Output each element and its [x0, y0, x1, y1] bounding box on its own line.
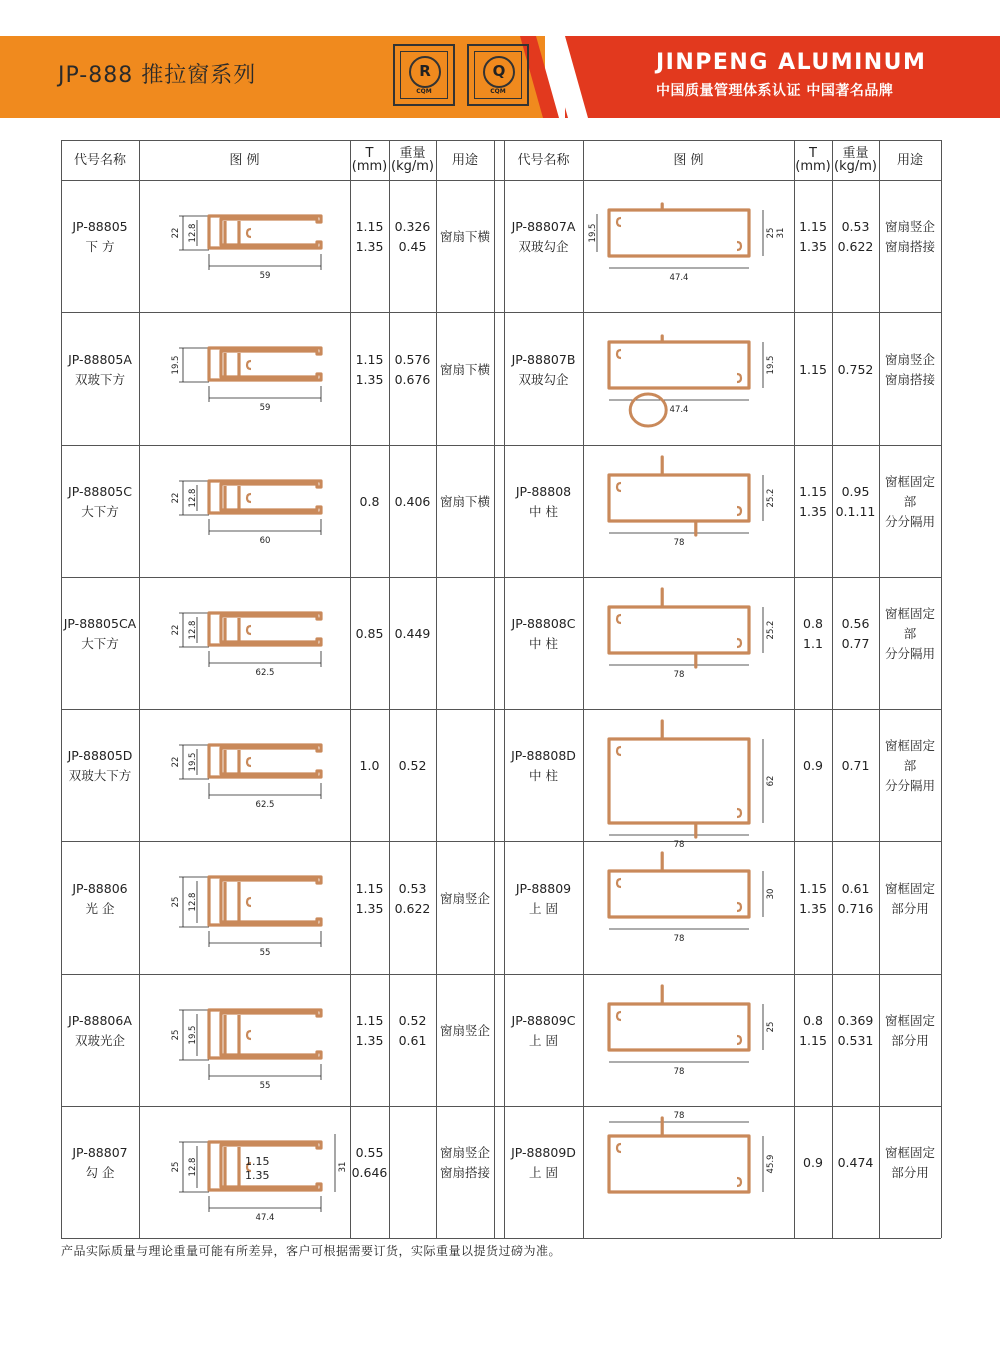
dimension-label: 30: [766, 888, 776, 900]
weight-value: 0.449: [394, 626, 431, 641]
profile-hook: [617, 1012, 621, 1020]
dimension-label: 62.5: [255, 800, 275, 810]
profile-shape: [209, 1010, 321, 1058]
dimension-label: 25.2: [766, 488, 776, 508]
dimension-label: 12.8: [188, 1157, 198, 1177]
dimension-lines: [179, 613, 321, 667]
dimension-label: 22: [171, 492, 181, 504]
dimension-label: 62: [766, 775, 776, 787]
column-header-figure: 图 例: [229, 152, 260, 168]
weight-value: 0.53 0.622: [837, 219, 874, 254]
weight-value: 0.53 0.622: [394, 880, 431, 916]
profile-code: JP-88805CA 大下方: [63, 616, 137, 651]
dimension-label: 12.8: [188, 892, 198, 912]
cert-badge-r: [393, 44, 455, 106]
dimension-label: 25: [766, 1021, 776, 1033]
profile-code: JP-88807B 双玻勾企: [511, 351, 576, 387]
profile-shape: [609, 853, 749, 917]
profile-hook: [737, 507, 741, 515]
dimension-label: 12.8: [188, 223, 198, 243]
table-column-divider: [494, 140, 495, 1238]
profile-shape: [609, 336, 749, 388]
profile-code: JP-88807 勾 企: [72, 1145, 128, 1180]
profile-drawing: [139, 974, 350, 1106]
dimension-label: 12.8: [188, 488, 198, 508]
weight-value: 0.71: [841, 758, 870, 773]
weight-value: 0.52 0.61: [398, 1013, 427, 1048]
profile-hook: [617, 747, 621, 755]
usage-value: 窗扇下横: [439, 494, 490, 509]
profile-drawing: [139, 841, 350, 974]
dimension-lines: [179, 481, 321, 535]
profile-drawing: [583, 1106, 794, 1238]
profile-code: JP-88809 上 固: [515, 880, 572, 916]
profile-hook: [737, 1036, 741, 1044]
profile-code: JP-88808 中 柱: [515, 484, 572, 519]
usage-value: 窗框固定部 分分隔用: [884, 606, 935, 661]
profile-drawing: [583, 709, 794, 850]
dimension-label: 55: [259, 948, 271, 958]
dimension-label: 45.9: [766, 1154, 776, 1174]
usage-value: 窗框固定 部分用: [884, 1013, 935, 1048]
dimension-lines: [609, 739, 763, 835]
thickness-value: 1.15 1.35: [355, 1013, 384, 1048]
dimension-lines: [179, 348, 321, 402]
column-header-figure: 图 例: [673, 152, 704, 168]
profile-code: JP-88805C 大下方: [68, 484, 132, 519]
brand-name-en: JINPENG ALUMINUM: [656, 50, 927, 75]
dimension-label: 78: [673, 934, 685, 944]
dimension-label: 78: [673, 538, 685, 548]
profile-shape: [609, 986, 749, 1050]
thickness-value: 0.8 1.1: [803, 616, 823, 651]
dimension-label: 19.5: [766, 355, 776, 375]
profile-hook: [617, 615, 621, 623]
column-header-t: T (mm): [795, 146, 831, 174]
dimension-label: 55: [259, 1081, 271, 1091]
thickness-value: 1.15 1.35: [799, 484, 827, 519]
profile-shape: [609, 457, 749, 535]
column-header-t: T (mm): [351, 146, 388, 174]
dimension-lines: [179, 877, 321, 947]
thickness-value: 0.85: [355, 626, 384, 641]
weight-value: 0.326 0.45: [394, 219, 431, 254]
cert-badge-q-label: CQM: [490, 88, 506, 95]
profile-shape: [209, 877, 321, 925]
profile-drawing: [139, 445, 350, 577]
profile-code: JP-88806 光 企: [72, 880, 128, 916]
dimension-label: 22: [171, 624, 181, 636]
profile-shape: [209, 613, 321, 645]
profile-hook: [247, 898, 251, 906]
dimension-label: 22: [171, 756, 181, 768]
dimension-label: 59: [259, 403, 271, 413]
profile-drawing: [583, 577, 794, 709]
dimension-lines: [179, 745, 321, 799]
footer-note: 产品实际质量与理论重量可能有所差异，客户可根据需要订货，实际重量以提货过磅为准。: [61, 1244, 562, 1258]
thickness-value: 0.8: [359, 494, 380, 509]
column-header-code: 代号名称: [517, 152, 570, 168]
profile-shape: [609, 1118, 749, 1192]
series-title: JP-888 推拉窗系列: [58, 63, 257, 88]
dimension-label: 78: [673, 1067, 685, 1077]
weight-value: 0.576 0.676: [394, 351, 431, 387]
dimension-label: 78: [673, 840, 685, 850]
brand-slogan-cn: 中国质量管理体系认证 中国著名品牌: [656, 83, 894, 99]
thickness-label: 1.15: [245, 1155, 270, 1168]
column-header-weight: 重量 (kg/m): [834, 146, 877, 174]
column-header-use: 用途: [896, 152, 923, 168]
profile-hook: [617, 1144, 621, 1152]
profile-hook: [247, 494, 251, 502]
usage-value: 窗扇竖企 窗扇搭接: [884, 219, 935, 254]
dimension-label: 22: [171, 227, 181, 239]
usage-value: [436, 577, 494, 709]
profile-drawing: [139, 312, 350, 445]
profile-hook: [617, 350, 621, 358]
usage-value: 窗扇下横: [439, 229, 490, 244]
profile-code: JP-88805D 双玻大下方: [67, 748, 133, 783]
thickness-value: 1.0: [359, 758, 380, 773]
column-header-use: 用途: [451, 152, 478, 168]
dimension-label: 19.5: [171, 355, 181, 375]
profile-drawing: [583, 445, 794, 577]
profile-hook: [617, 483, 621, 491]
thickness-value: 1.15: [799, 361, 827, 377]
dimension-label: 12.8: [188, 620, 198, 640]
dimension-label: 78: [673, 1111, 685, 1121]
header-banner: [0, 36, 1000, 118]
thickness-value: 0.8 1.15: [799, 1013, 827, 1048]
profile-hook: [247, 758, 251, 766]
profile-drawing: [139, 180, 350, 312]
dimension-label: 19.5: [188, 752, 198, 772]
profile-code: JP-88808C 中 柱: [511, 616, 576, 651]
thickness-value: 1.15 1.35: [799, 880, 827, 916]
usage-value: 窗框固定 部分用: [884, 880, 935, 916]
dimension-label: 47.4: [669, 405, 689, 415]
usage-value: 窗框固定部 分分隔用: [884, 738, 935, 793]
profile-table: [61, 140, 941, 1238]
dimension-label: 25.2: [766, 620, 776, 640]
dimension-lines: [609, 607, 763, 665]
profile-hook: [617, 879, 621, 887]
usage-value: 窗扇竖企: [439, 1023, 490, 1038]
weight-value: 0.61 0.716: [837, 880, 874, 916]
thickness-value: 1.15 1.35: [355, 219, 384, 254]
profile-shape: [209, 216, 321, 248]
thickness-value: 1.15 1.35: [355, 880, 384, 916]
dimension-label: 31: [776, 227, 786, 239]
usage-value: [436, 709, 494, 841]
profile-drawing: [139, 577, 350, 709]
dimension-label: 25: [171, 896, 181, 908]
profile-hook: [617, 218, 621, 226]
profile-drawing: [583, 312, 794, 445]
thickness-value: 0.55 0.646: [351, 1145, 388, 1180]
weight-value: 0.95 0.1.11: [835, 484, 876, 519]
cert-badge-r-letter: R: [409, 56, 441, 88]
profile-drawing: [583, 974, 794, 1106]
cert-badge-q: [467, 44, 529, 106]
profile-shape: [209, 348, 321, 380]
profile-code: JP-88807A 双玻勾企: [511, 219, 576, 254]
usage-value: 窗扇竖企: [439, 890, 490, 906]
profile-hook: [737, 374, 741, 382]
profile-shape: [609, 589, 749, 667]
dimension-label: 47.4: [669, 273, 689, 283]
dimension-label: 25: [766, 227, 776, 239]
profile-code: JP-88805 下 方: [72, 219, 128, 254]
profile-shape: [209, 481, 321, 513]
thickness-value: 0.9: [803, 1155, 823, 1170]
weight-value: 0.752: [837, 361, 874, 377]
dimension-label: 78: [673, 670, 685, 680]
profile-hook: [737, 1178, 741, 1186]
profile-code: JP-88806A 双玻光企: [68, 1013, 132, 1048]
dimension-lines: [609, 342, 763, 400]
profile-shape: [209, 745, 321, 777]
profile-hook: [247, 1031, 251, 1039]
table-column-divider: [941, 140, 942, 1238]
usage-value: 窗扇竖企 窗扇搭接: [439, 1145, 490, 1180]
profile-shape: [609, 721, 749, 837]
profile-code: JP-88808D 中 柱: [511, 748, 576, 783]
thickness-value: 0.9: [803, 758, 823, 773]
dimension-label: 19.5: [588, 223, 598, 243]
profile-shape: [609, 204, 749, 256]
weight-value: 0.52: [398, 758, 427, 773]
profile-hook: [247, 361, 251, 369]
thickness-value: 1.15 1.35: [355, 351, 384, 387]
profile-bulb: [630, 394, 666, 426]
dimension-lines: [597, 210, 763, 268]
profile-code: JP-88805A 双玻下方: [68, 351, 132, 387]
dimension-lines: [609, 475, 763, 533]
usage-value: 窗框固定部 分分隔用: [884, 474, 935, 529]
dimension-label: 25: [171, 1161, 181, 1173]
profile-drawing: [139, 709, 350, 841]
profile-code: JP-88809C 上 固: [511, 1013, 576, 1048]
dimension-label: 31: [338, 1161, 348, 1173]
profile-code: JP-88809D 上 固: [511, 1145, 576, 1180]
cert-badge-q-letter: Q: [483, 56, 515, 88]
profile-drawing: [583, 180, 794, 312]
profile-hook: [737, 639, 741, 647]
dimension-label: 62.5: [255, 668, 275, 678]
dimension-label: 19.5: [188, 1025, 198, 1045]
dimension-label: 47.4: [255, 1213, 275, 1223]
cert-badge-r-label: CQM: [416, 88, 432, 95]
weight-value: 0.369 0.531: [837, 1013, 874, 1048]
dimension-label: 60: [259, 536, 271, 546]
weight-value: 0.56 0.77: [841, 616, 870, 651]
thickness-label: 1.35: [245, 1169, 270, 1182]
dimension-lines: [609, 871, 763, 929]
column-header-code: 代号名称: [73, 152, 126, 168]
dimension-label: 59: [259, 271, 271, 281]
profile-drawing: [583, 841, 794, 974]
dimension-lines: [179, 1010, 321, 1080]
usage-value: 窗扇下横: [439, 361, 490, 377]
column-header-weight: 重量 (kg/m): [391, 146, 434, 174]
dimension-lines: [179, 216, 321, 270]
profile-hook: [737, 242, 741, 250]
dimension-lines: [609, 1004, 763, 1062]
profile-hook: [737, 809, 741, 817]
thickness-value: 1.15 1.35: [799, 219, 827, 254]
usage-value: 窗框固定 部分用: [884, 1145, 935, 1180]
dimension-label: 25: [171, 1029, 181, 1041]
profile-drawing: [139, 1106, 350, 1238]
table-row-divider: [61, 1238, 941, 1239]
profile-hook: [737, 903, 741, 911]
profile-hook: [247, 626, 251, 634]
profile-hook: [247, 229, 251, 237]
weight-value: 0.406: [394, 494, 431, 509]
weight-value: 0.474: [837, 1155, 874, 1170]
usage-value: 窗扇竖企 窗扇搭接: [884, 351, 935, 387]
weight-value: [389, 1106, 436, 1238]
